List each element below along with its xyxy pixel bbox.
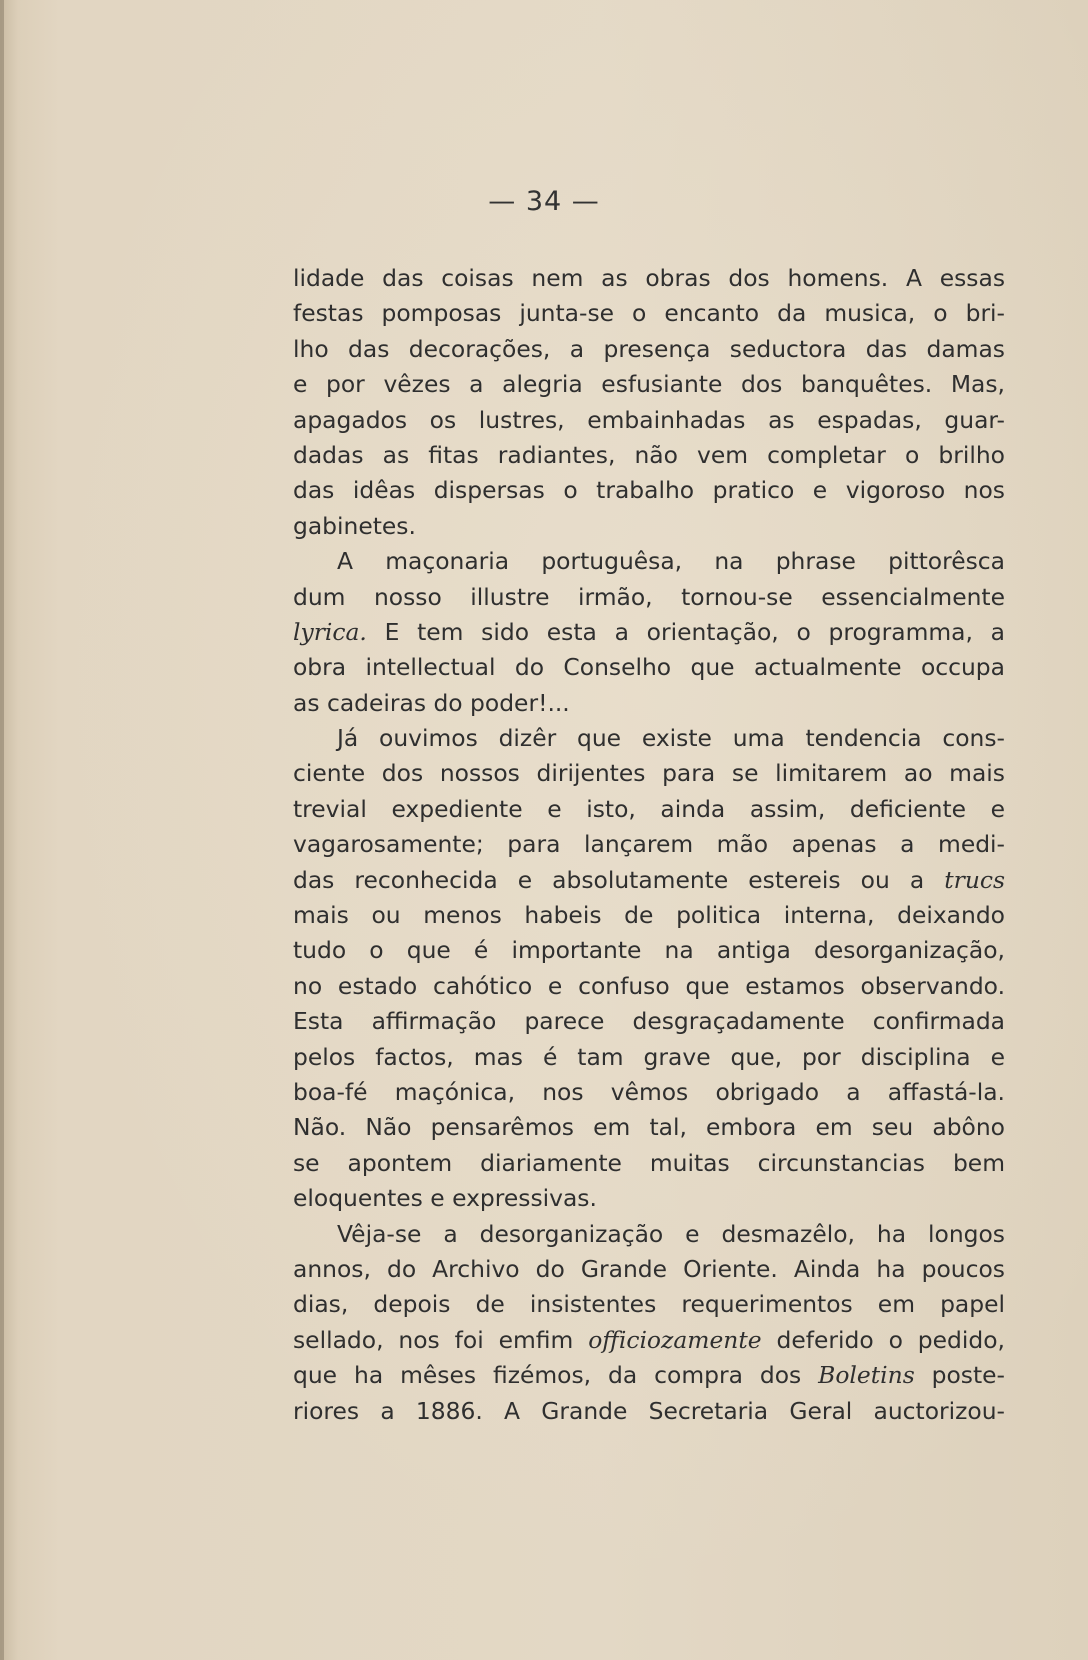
text-segment: que ha mêses fizémos, da compra dos — [293, 1361, 819, 1390]
text-line — [293, 1358, 1005, 1393]
text-segment: poste- — [914, 1361, 1005, 1390]
text-line: mais ou menos habeis de politica interna, deixando — [293, 901, 1005, 930]
text-line: apagados os lustres, embainhadas as espadas, guar- — [293, 405, 1005, 434]
text-line — [293, 1323, 1005, 1358]
text-line-paragraph-end: as cadeiras do poder!... — [293, 688, 570, 717]
text-segment: deferido o pedido, — [761, 1325, 1005, 1354]
text-line: lidade das coisas nem as obras dos homens. A essas — [293, 264, 1005, 292]
text-line: tudo o que é importante na antiga desorganização, — [293, 936, 1005, 965]
text-line: riores a 1886. A Grande Secretaria Geral auctorizou- — [293, 1396, 1005, 1425]
italic-word: officiozamente — [588, 1325, 762, 1354]
text-line-paragraph-end: gabinetes. — [293, 511, 416, 540]
italic-word: lyrica. — [293, 617, 367, 646]
text-line: annos, do Archivo do Grande Oriente. Ainda ha poucos — [293, 1254, 1005, 1283]
text-line: Esta affirmação parece desgraçadamente confirmada — [293, 1007, 1005, 1036]
text-line: Não. Não pensarêmos em tal, embora em seu abôno — [293, 1113, 1005, 1142]
text-line: das idêas dispersas o trabalho pratico e vigoroso nos — [293, 476, 1005, 505]
text-line-paragraph-start: A maçonaria portuguêsa, na phrase pittorêsca — [337, 547, 1005, 576]
text-line: ciente dos nossos dirijentes para se limitarem ao mais — [293, 759, 1005, 788]
text-line: dadas as fitas radiantes, não vem completar o brilho — [293, 440, 1005, 469]
text-line: dum nosso illustre irmão, tornou-se essencialmente — [293, 582, 1005, 611]
text-line: vagarosamente; para lançarem mão apenas a medi- — [293, 830, 1005, 859]
body-text — [293, 261, 1005, 1429]
text-line: e por vêzes a alegria esfusiante dos banquêtes. Mas, — [293, 370, 1005, 399]
page-number: — 34 — — [488, 186, 600, 217]
text-line-paragraph-end: eloquentes e expressivas. — [293, 1184, 597, 1213]
text-line: festas pomposas junta-se o encanto da musica, o bri- — [293, 299, 1005, 328]
text-segment: das reconhecida e absolutamente estereis ou a — [293, 865, 945, 894]
text-line — [293, 615, 1005, 650]
text-line: se apontem diariamente muitas circunstancias bem — [293, 1148, 1005, 1177]
text-line: no estado cahótico e confuso que estamos observando. — [293, 971, 1005, 1000]
text-line-paragraph-start: Já ouvimos dizêr que existe uma tendencia cons- — [337, 724, 1005, 753]
text-line: trevial expediente e isto, ainda assim, deficiente e — [293, 794, 1005, 823]
text-segment: sellado, nos foi emfim — [293, 1325, 589, 1354]
italic-word: trucs — [944, 865, 1005, 894]
text-line-paragraph-start: Vêja-se a desorganização e desmazêlo, ha longos — [337, 1219, 1005, 1248]
text-line: pelos factos, mas é tam grave que, por disciplina e — [293, 1042, 1005, 1071]
italic-word: Boletins — [818, 1361, 915, 1390]
text-line: boa-fé maçónica, nos vêmos obrigado a affastá-la. — [293, 1077, 1005, 1106]
text-line — [293, 863, 1005, 898]
text-line: dias, depois de insistentes requerimentos em papel — [293, 1290, 1005, 1319]
text-segment: E tem sido esta a orientação, o programma, a — [366, 617, 1005, 646]
text-line: lho das decorações, a presença seductora das damas — [293, 334, 1005, 363]
page-edge — [0, 0, 4, 1660]
text-line: obra intellectual do Conselho que actualmente occupa — [293, 653, 1005, 682]
